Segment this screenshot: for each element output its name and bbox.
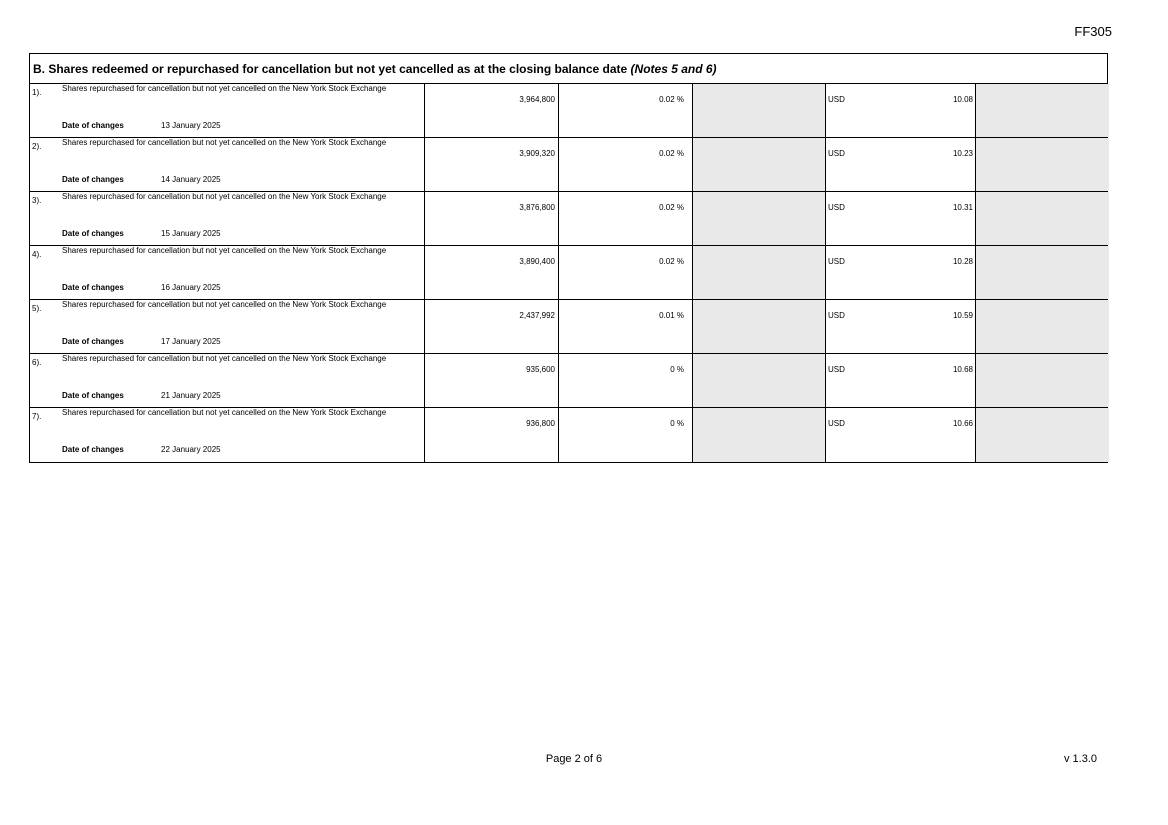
shaded-cell <box>975 408 1109 462</box>
shaded-cell <box>692 408 825 462</box>
row-number: 4). <box>32 250 42 259</box>
price-value: 10.23 <box>952 149 973 158</box>
percentage-value: 0.02 % <box>659 95 684 104</box>
percentage-cell <box>558 300 692 353</box>
percentage-cell <box>558 408 692 462</box>
shaded-cell <box>692 84 825 137</box>
shares-count: 3,890,400 <box>519 257 555 266</box>
row-description: Shares repurchased for cancellation but not yet cancelled on the New York Stock Exchange <box>62 300 387 309</box>
percentage-cell <box>558 84 692 137</box>
price-value: 10.31 <box>952 203 973 212</box>
row-description: Shares repurchased for cancellation but not yet cancelled on the New York Stock Exchange <box>62 192 387 201</box>
currency-code: USD <box>828 95 845 104</box>
form-code: FF305 <box>1074 24 1112 39</box>
price-value: 10.68 <box>952 365 973 374</box>
percentage-value: 0 % <box>670 419 684 428</box>
percentage-value: 0.02 % <box>659 257 684 266</box>
currency-code: USD <box>828 365 845 374</box>
shares-count: 3,909,320 <box>519 149 555 158</box>
shaded-cell <box>692 138 825 191</box>
table-row <box>30 246 1107 300</box>
price-cell <box>825 408 975 462</box>
date-of-changes-value: 16 January 2025 <box>161 283 221 292</box>
price-value: 10.28 <box>952 257 973 266</box>
price-value: 10.59 <box>952 311 973 320</box>
section-title-notes: (Notes 5 and 6) <box>630 62 717 76</box>
description-cell <box>30 300 424 353</box>
table-row <box>30 354 1107 408</box>
date-of-changes-label: Date of changes <box>62 391 124 400</box>
description-cell <box>30 138 424 191</box>
date-of-changes-value: 17 January 2025 <box>161 337 221 346</box>
shaded-cell <box>975 192 1109 245</box>
description-cell <box>30 408 424 462</box>
row-number: 6). <box>32 358 42 367</box>
date-of-changes-value: 14 January 2025 <box>161 175 221 184</box>
date-of-changes-label: Date of changes <box>62 283 124 292</box>
price-value: 10.08 <box>952 95 973 104</box>
description-cell <box>30 246 424 299</box>
currency-code: USD <box>828 419 845 428</box>
row-number: 3). <box>32 196 42 205</box>
price-value: 10.66 <box>952 419 973 428</box>
shares-cell <box>424 300 558 353</box>
shares-count: 936,800 <box>526 419 555 428</box>
shares-cell <box>424 138 558 191</box>
repurchase-section <box>29 53 1108 463</box>
price-cell <box>825 246 975 299</box>
repurchase-table <box>30 84 1107 462</box>
shares-cell <box>424 192 558 245</box>
description-cell <box>30 354 424 407</box>
percentage-value: 0 % <box>670 365 684 374</box>
table-row <box>30 300 1107 354</box>
section-title-main: B. Shares redeemed or repurchased for cancellation but not yet cancelled as at the closing balance date <box>33 62 631 76</box>
shaded-cell <box>692 354 825 407</box>
shares-cell <box>424 84 558 137</box>
currency-code: USD <box>828 149 845 158</box>
shares-count: 3,876,800 <box>519 203 555 212</box>
percentage-value: 0.02 % <box>659 149 684 158</box>
row-description: Shares repurchased for cancellation but not yet cancelled on the New York Stock Exchange <box>62 354 387 363</box>
date-of-changes-label: Date of changes <box>62 229 124 238</box>
description-cell <box>30 192 424 245</box>
date-of-changes-label: Date of changes <box>62 121 124 130</box>
percentage-value: 0.01 % <box>659 311 684 320</box>
date-of-changes-label: Date of changes <box>62 175 124 184</box>
shaded-cell <box>692 246 825 299</box>
date-of-changes-value: 13 January 2025 <box>161 121 221 130</box>
date-of-changes-label: Date of changes <box>62 337 124 346</box>
shares-count: 2,437,992 <box>519 311 555 320</box>
row-number: 7). <box>32 412 42 421</box>
table-row <box>30 408 1107 462</box>
shaded-cell <box>975 354 1109 407</box>
row-description: Shares repurchased for cancellation but not yet cancelled on the New York Stock Exchange <box>62 246 387 255</box>
price-cell <box>825 84 975 137</box>
table-row <box>30 138 1107 192</box>
row-number: 2). <box>32 142 42 151</box>
date-of-changes-value: 21 January 2025 <box>161 391 221 400</box>
row-description: Shares repurchased for cancellation but not yet cancelled on the New York Stock Exchange <box>62 408 387 417</box>
shaded-cell <box>975 246 1109 299</box>
version-label: v 1.3.0 <box>1063 753 1097 765</box>
price-cell <box>825 192 975 245</box>
table-row <box>30 84 1107 138</box>
shaded-cell <box>692 300 825 353</box>
date-of-changes-value: 22 January 2025 <box>161 445 221 454</box>
row-number: 5). <box>32 304 42 313</box>
price-cell <box>825 138 975 191</box>
percentage-cell <box>558 138 692 191</box>
percentage-value: 0.02 % <box>659 203 684 212</box>
currency-code: USD <box>828 203 845 212</box>
shaded-cell <box>975 138 1109 191</box>
percentage-cell <box>558 246 692 299</box>
shaded-cell <box>975 300 1109 353</box>
percentage-cell <box>558 354 692 407</box>
currency-code: USD <box>828 311 845 320</box>
shares-count: 3,964,800 <box>519 95 555 104</box>
shaded-cell <box>692 192 825 245</box>
row-number: 1). <box>32 88 42 97</box>
price-cell <box>825 300 975 353</box>
description-cell <box>30 84 424 137</box>
row-description: Shares repurchased for cancellation but not yet cancelled on the New York Stock Exchange <box>62 138 387 147</box>
shares-count: 935,600 <box>526 365 555 374</box>
shares-cell <box>424 246 558 299</box>
percentage-cell <box>558 192 692 245</box>
table-row <box>30 192 1107 246</box>
currency-code: USD <box>828 257 845 266</box>
date-of-changes-label: Date of changes <box>62 445 124 454</box>
section-title <box>30 54 1107 84</box>
row-description: Shares repurchased for cancellation but not yet cancelled on the New York Stock Exchange <box>62 84 387 93</box>
shares-cell <box>424 354 558 407</box>
date-of-changes-value: 15 January 2025 <box>161 229 221 238</box>
shares-cell <box>424 408 558 462</box>
page-number: Page 2 of 6 <box>545 753 603 765</box>
shaded-cell <box>975 84 1109 137</box>
price-cell <box>825 354 975 407</box>
